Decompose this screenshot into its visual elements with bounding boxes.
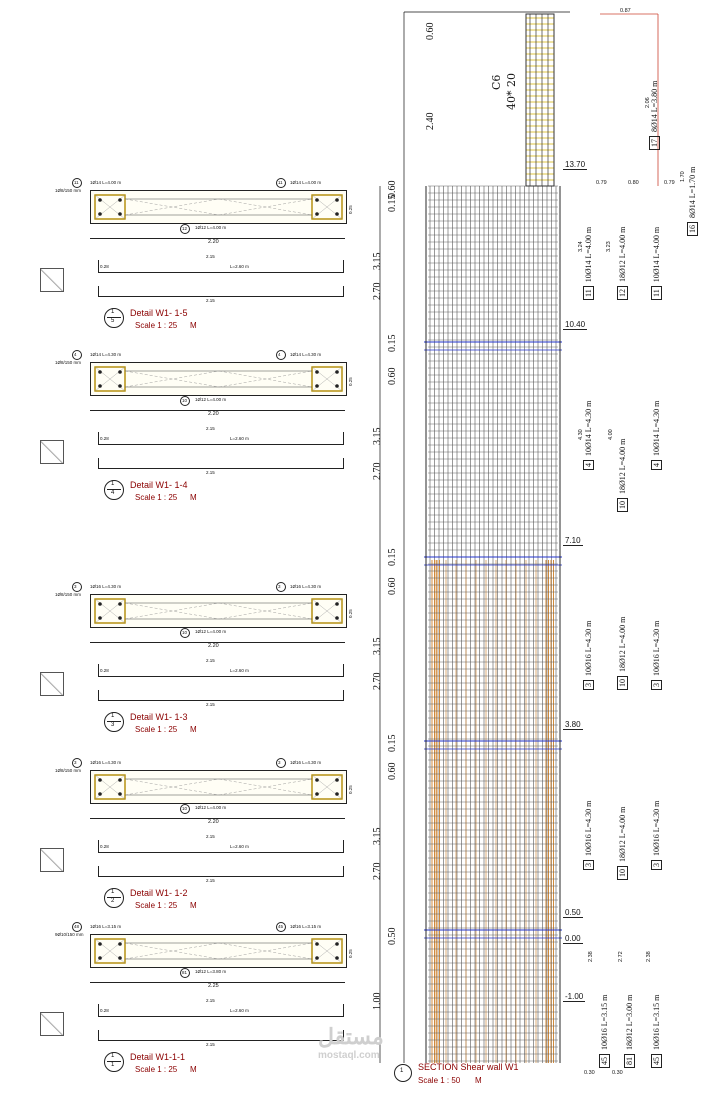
detail-rebar-plan (91, 191, 346, 223)
detail-bar-mid: 10 (182, 630, 188, 635)
rebar-label-text: 10Ø14 L=4.30 m (652, 400, 661, 456)
detail-title-circle (104, 480, 124, 500)
detail-unit: M (190, 901, 197, 910)
level-marker: 0.00 (565, 934, 581, 943)
detail-mid-text: 1Ø12 L=4.00 m (195, 805, 227, 810)
detail-rebar-plan (91, 935, 346, 967)
rebar-grid (428, 14, 558, 1063)
detail-wall-section (90, 934, 347, 968)
detail-bar-right: 11 (278, 180, 283, 185)
detail-num: 1 (111, 1053, 115, 1059)
rebar-label-num: 11 (583, 286, 594, 300)
rebar-label (688, 167, 697, 236)
section-title-circle (394, 1064, 412, 1082)
detail-rebar-plan (91, 771, 346, 803)
detail-text-left: 1Ø16 L=4.30 m (90, 584, 122, 589)
detail-length-b: 2.15 (206, 1042, 215, 1047)
rebar-label-text: 10Ø16 L=4.30 m (652, 800, 661, 856)
detail-scale: Scale 1 : 25 (135, 493, 178, 502)
detail-unit: M (190, 493, 197, 502)
section-base-dim: 0.30 (584, 1070, 595, 1076)
story-dim: 3.15 (372, 637, 383, 655)
rebar-label-num: 11 (651, 286, 662, 300)
detail-length-a: 2.15 (206, 426, 215, 431)
rebar-label-num: 16 (687, 222, 698, 236)
rebar-label-num: 3 (651, 860, 662, 870)
detail-ld: L=2.60 m (230, 1008, 249, 1013)
detail-bar-mid-circle (180, 224, 190, 234)
detail-ld: L=2.60 m (230, 436, 249, 441)
detail-bar-shape-a (98, 664, 344, 677)
story-dim: 0.60 (387, 180, 398, 198)
rebar-label-num: 10 (617, 498, 628, 512)
rebar-label (652, 621, 661, 690)
detail-num: 1 (111, 481, 115, 487)
detail-bar-shape-b (98, 286, 344, 297)
dim-top-0.60: 0.60 (425, 22, 436, 40)
detail-side-label: 0.25 (348, 949, 353, 958)
detail-sheet: 4 (111, 490, 115, 496)
detail-width: 2.20 (208, 411, 219, 417)
detail-stirrup-shape (40, 672, 64, 696)
detail-side-label: 0.25 (348, 205, 353, 214)
detail-title: Detail W1- 1-5 (130, 308, 188, 318)
rebar-label-num: 12 (617, 286, 628, 300)
level-marker: 10.40 (565, 320, 586, 329)
column-size: 40* 20 (505, 73, 518, 110)
story-dim: 0.50 (387, 927, 398, 945)
detail-bar-left-circle (72, 758, 82, 768)
detail-stirrup-note: 9Ø10/150 mm (55, 932, 84, 937)
detail-length-b: 2.15 (206, 702, 215, 707)
story-dim: 2.70 (372, 282, 383, 300)
detail-width: 2.20 (208, 643, 219, 649)
detail-bar-mid: 12 (182, 226, 188, 231)
rebar-label-num: 4 (583, 460, 594, 470)
detail-stirrup-note: 1Ø8/150 mm (55, 592, 82, 597)
detail-length-b: 2.15 (206, 298, 215, 303)
rebar-label-text: 18Ø12 L=4.00 m (618, 806, 627, 862)
rebar-label-num: 10 (617, 866, 628, 880)
detail-stirrup-note: 1Ø8/150 mm (55, 188, 82, 193)
watermark-site: mostaql.com (318, 1050, 380, 1061)
rebar-label (652, 801, 661, 870)
detail-block (0, 168, 360, 328)
wall-outline (380, 12, 658, 1063)
story-dim: 2.70 (372, 462, 383, 480)
rebar-label-text: 18Ø12 L=4.00 m (618, 616, 627, 672)
rebar-label (584, 227, 593, 300)
section-title-num: 1 (400, 1068, 404, 1074)
detail-title-circle (104, 712, 124, 732)
level-marker: 3.80 (565, 720, 581, 729)
detail-wall-section (90, 594, 347, 628)
dim-top-2.40: 2.40 (425, 112, 436, 130)
story-dim: 0.15 (387, 734, 398, 752)
detail-wall-section (90, 190, 347, 224)
detail-sheet: 1 (111, 1062, 115, 1068)
story-dim: 1.00 (372, 992, 383, 1010)
story-dim: 3.15 (372, 252, 383, 270)
detail-bar-mid: 10 (182, 806, 188, 811)
story-dim: 0.60 (387, 367, 398, 385)
right-dim-g: 3.23 (606, 241, 612, 252)
level-marker: 0.50 (565, 908, 581, 917)
detail-text-right: 1Ø16 L=4.30 m (290, 760, 322, 765)
detail-unit: M (190, 321, 197, 330)
rebar-label-text: 10Ø16 L=3.15 m (600, 994, 609, 1050)
level-marker: -1.00 (565, 992, 584, 1001)
story-dim: 0.15 (387, 194, 398, 212)
rebar-label-num: 3 (583, 680, 594, 690)
detail-bar-right: 45 (278, 924, 284, 929)
detail-bar-mid-circle (180, 804, 190, 814)
detail-title-circle (104, 1052, 124, 1072)
detail-block (0, 748, 360, 908)
story-dim: 0.60 (387, 762, 398, 780)
right-dim-d: 1.70 (680, 171, 686, 182)
detail-text-left: 1Ø16 L=4.30 m (90, 760, 122, 765)
detail-cover: 0.28 (100, 436, 109, 441)
rebar-label (625, 995, 634, 1068)
detail-sheet: 3 (111, 722, 115, 728)
right-dim-a: 0.79 (596, 180, 607, 186)
detail-rebar-plan (91, 363, 346, 395)
rebar-label (618, 227, 627, 300)
right-dim-b: 0.80 (628, 180, 639, 186)
detail-bar-shape-a (98, 260, 344, 273)
detail-stirrup-shape (40, 440, 64, 464)
detail-bar-mid: 10 (182, 398, 188, 403)
detail-scale: Scale 1 : 25 (135, 1065, 178, 1074)
detail-side-label: 0.25 (348, 609, 353, 618)
rebar-label-text: 10Ø16 L=4.30 m (584, 620, 593, 676)
detail-bar-shape-a (98, 840, 344, 853)
detail-bar-right: 3 (278, 760, 281, 765)
right-dim-e: 2.06 (645, 97, 651, 108)
rebar-label-text: 10Ø16 L=4.30 m (584, 800, 593, 856)
detail-title: Detail W1-1-1 (130, 1052, 186, 1062)
detail-length-a: 2.15 (206, 658, 215, 663)
detail-bar-right-circle (276, 582, 286, 592)
watermark-brand: مستقل (318, 1024, 384, 1049)
detail-length-b: 2.15 (206, 470, 215, 475)
right-dim-h: 4.30 (578, 429, 584, 440)
detail-cover: 0.28 (100, 844, 109, 849)
rebar-label-text: 18Ø12 L=4.00 m (618, 438, 627, 494)
detail-rebar-plan (91, 595, 346, 627)
detail-bar-left-circle (72, 582, 82, 592)
right-dim-k: 2.72 (618, 951, 624, 962)
detail-text-right: 1Ø16 L=3.15 m (290, 924, 322, 929)
level-marker: 7.10 (565, 536, 581, 545)
rebar-label (600, 995, 609, 1068)
detail-ld: L=2.60 m (230, 844, 249, 849)
detail-bar-left: 3 (74, 760, 77, 765)
detail-block (0, 572, 360, 732)
level-marker: 13.70 (565, 160, 586, 169)
detail-side-label: 0.25 (348, 377, 353, 386)
detail-bar-left: 48 (74, 924, 80, 929)
detail-bar-mid-circle (180, 628, 190, 638)
detail-cover: 0.28 (100, 1008, 109, 1013)
detail-bar-shape-b (98, 458, 344, 469)
rebar-label-text: 18Ø12 L=3.00 m (625, 994, 634, 1050)
detail-mid-text: 1Ø12 L=4.00 m (195, 225, 227, 230)
detail-text-left: 1Ø14 L=4.30 m (90, 352, 122, 357)
right-dim-base: 0.30 (612, 1070, 623, 1076)
rebar-label (618, 439, 627, 512)
right-dim-f: 3.24 (578, 241, 584, 252)
detail-num: 1 (111, 713, 115, 719)
detail-bar-mid: 81 (182, 970, 188, 975)
detail-cover: 0.28 (100, 264, 109, 269)
rebar-label-text: 10Ø14 L=4.30 m (584, 400, 593, 456)
detail-bar-right-circle (276, 758, 286, 768)
rebar-label-text: 10Ø16 L=4.30 m (652, 620, 661, 676)
detail-bar-mid-circle (180, 968, 190, 978)
detail-title: Detail W1- 1-4 (130, 480, 188, 490)
detail-width: 2.20 (208, 819, 219, 825)
detail-stirrup-shape (40, 268, 64, 292)
detail-wall-section (90, 770, 347, 804)
detail-mid-text: 1Ø12 L=3.80 m (195, 969, 227, 974)
story-dim: 0.15 (387, 334, 398, 352)
detail-block (0, 912, 360, 1072)
detail-unit: M (190, 1065, 197, 1074)
detail-bar-right: 3 (278, 584, 281, 589)
detail-stirrup-shape (40, 1012, 64, 1036)
detail-num: 1 (111, 309, 115, 315)
rebar-label (652, 401, 661, 470)
detail-bar-right: 4 (278, 352, 281, 357)
detail-bar-shape-a (98, 432, 344, 445)
detail-sheet: 5 (111, 318, 115, 324)
detail-unit: M (190, 725, 197, 734)
rebar-label-text: 8Ø14 L=3.80 m (650, 80, 659, 132)
detail-block (0, 340, 360, 500)
detail-width: 2.20 (208, 239, 219, 245)
rebar-label-num: 45 (599, 1054, 610, 1068)
detail-bar-left-circle (72, 922, 82, 932)
column-label: C6 (490, 74, 503, 90)
rebar-label-num: 17 (649, 136, 660, 150)
detail-title: Detail W1- 1-2 (130, 888, 188, 898)
detail-mid-text: 1Ø12 L=4.00 m (195, 397, 227, 402)
rebar-label (652, 995, 661, 1068)
detail-stirrup-shape (40, 848, 64, 872)
detail-wall-section (90, 362, 347, 396)
detail-bar-left: 4 (74, 352, 77, 357)
detail-title-circle (104, 308, 124, 328)
detail-scale: Scale 1 : 25 (135, 901, 178, 910)
detail-scale: Scale 1 : 25 (135, 725, 178, 734)
rebar-label-num: 3 (651, 680, 662, 690)
rebar-label-text: 10Ø16 L=3.15 m (652, 994, 661, 1050)
detail-text-right: 1Ø14 L=4.00 m (290, 180, 322, 185)
detail-bar-left-circle (72, 178, 82, 188)
rebar-label (650, 81, 659, 150)
detail-bar-right-circle (276, 922, 286, 932)
rebar-label (584, 621, 593, 690)
section-unit: M (475, 1076, 482, 1085)
detail-length-a: 2.15 (206, 998, 215, 1003)
rebar-label (618, 807, 627, 880)
detail-ld: L=2.60 m (230, 264, 249, 269)
detail-bar-right-circle (276, 178, 286, 188)
detail-side-label: 0.25 (348, 785, 353, 794)
rebar-label (618, 617, 627, 690)
detail-length-a: 2.15 (206, 834, 215, 839)
detail-stirrup-note: 1Ø8/150 mm (55, 360, 82, 365)
right-dim-c: 0.79 (664, 180, 675, 186)
detail-length-b: 2.15 (206, 878, 215, 883)
section-title: SECTION Shear wall W1 (418, 1062, 519, 1072)
story-dim: 0.15 (387, 548, 398, 566)
rebar-label-text: 10Ø14 L=4.00 m (584, 226, 593, 283)
detail-bar-left: 3 (74, 584, 77, 589)
story-dim: 3.15 (372, 427, 383, 445)
rebar-label-text: 10Ø14 L=4.00 m (652, 226, 661, 283)
detail-sheet: 2 (111, 898, 115, 904)
detail-bar-shape-b (98, 690, 344, 701)
detail-text-right: 1Ø14 L=4.30 m (290, 352, 322, 357)
rebar-label-num: 4 (651, 460, 662, 470)
story-dim: 2.70 (372, 862, 383, 880)
detail-text-right: 1Ø16 L=4.30 m (290, 584, 322, 589)
detail-text-left: 1Ø16 L=3.15 m (90, 924, 122, 929)
story-dim: 2.70 (372, 672, 383, 690)
detail-stirrup-note: 1Ø8/150 mm (55, 768, 82, 773)
rebar-label (584, 801, 593, 870)
detail-bar-right-circle (276, 350, 286, 360)
rebar-label-text: 18Ø12 L=4.00 m (618, 226, 627, 282)
right-dim-j: 2.38 (588, 951, 594, 962)
detail-length-a: 2.15 (206, 254, 215, 259)
detail-mid-text: 1Ø12 L=4.00 m (195, 629, 227, 634)
rebar-label-num: 45 (651, 1054, 662, 1068)
story-dim: 0.60 (387, 577, 398, 595)
right-dim-i: 4.00 (608, 429, 614, 440)
right-dim-top: 0.87 (620, 8, 631, 14)
rebar-label-num: 10 (617, 676, 628, 690)
rebar-label-num: 81 (624, 1054, 635, 1068)
rebar-label (652, 227, 661, 300)
detail-text-left: 1Ø14 L=4.00 m (90, 180, 122, 185)
detail-bar-shape-a (98, 1004, 344, 1017)
right-dim-l: 2.38 (646, 951, 652, 962)
detail-bar-shape-b (98, 1030, 344, 1041)
section-scale: Scale 1 : 50 (418, 1076, 461, 1085)
detail-title: Detail W1- 1-3 (130, 712, 188, 722)
detail-bar-shape-b (98, 866, 344, 877)
detail-num: 1 (111, 889, 115, 895)
detail-cover: 0.28 (100, 668, 109, 673)
detail-width: 2.25 (208, 983, 219, 989)
detail-ld: L=2.60 m (230, 668, 249, 673)
detail-bar-mid-circle (180, 396, 190, 406)
rebar-label-num: 3 (583, 860, 594, 870)
shear-wall-section (360, 0, 720, 1093)
rebar-label (584, 401, 593, 470)
detail-title-circle (104, 888, 124, 908)
detail-bar-left-circle (72, 350, 82, 360)
detail-scale: Scale 1 : 25 (135, 321, 178, 330)
rebar-label-text: 8Ø14 L=1.70 m (688, 166, 697, 218)
detail-bar-left: 11 (74, 180, 79, 185)
story-dim: 3.15 (372, 827, 383, 845)
